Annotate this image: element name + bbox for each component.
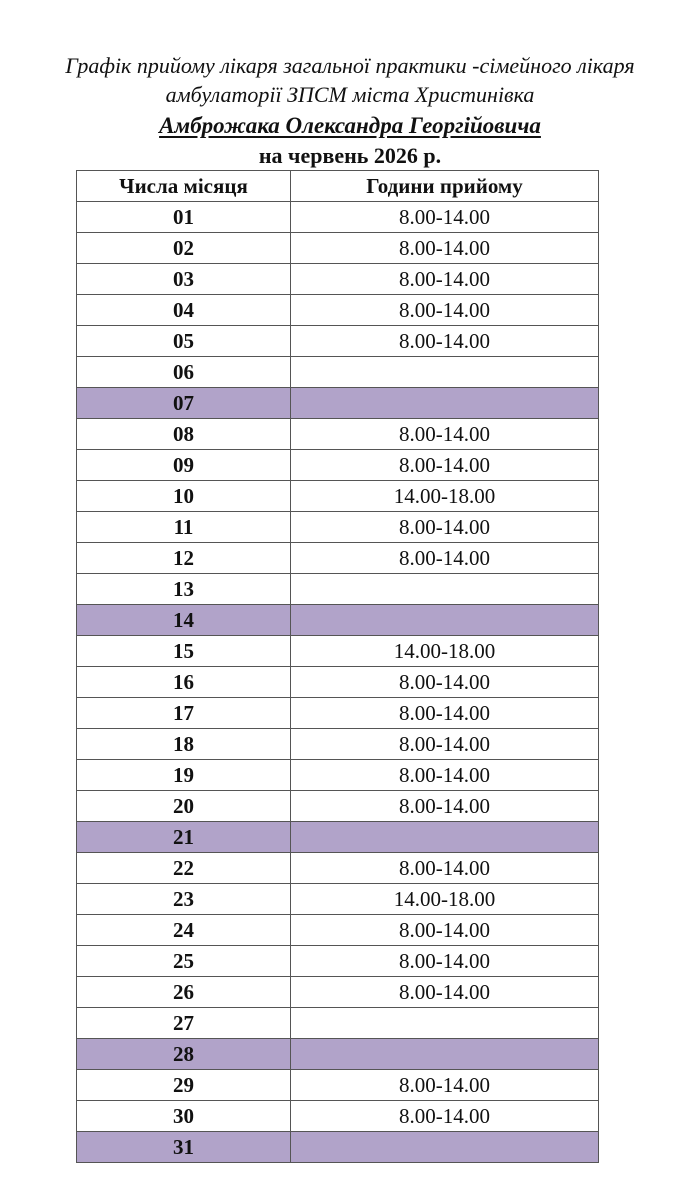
table-row	[77, 543, 599, 574]
day-number-cell: 19	[77, 760, 291, 791]
day-number-cell: 23	[77, 884, 291, 915]
table-row-day-off	[77, 605, 599, 636]
table-row	[77, 729, 599, 760]
schedule-body	[77, 202, 599, 1163]
table-row	[77, 977, 599, 1008]
column-header-day: Числа місяця	[77, 171, 291, 202]
table-row	[77, 419, 599, 450]
reception-hours-cell: 8.00-14.00	[291, 729, 599, 760]
table-header-row	[77, 171, 599, 202]
reception-hours-cell	[291, 574, 599, 605]
day-number-cell: 18	[77, 729, 291, 760]
reception-hours-cell	[291, 1008, 599, 1039]
table-row-day-off	[77, 1039, 599, 1070]
reception-hours-cell: 8.00-14.00	[291, 915, 599, 946]
table-row	[77, 636, 599, 667]
reception-hours-cell: 8.00-14.00	[291, 233, 599, 264]
table-row-day-off	[77, 822, 599, 853]
reception-hours-cell	[291, 357, 599, 388]
table-row	[77, 264, 599, 295]
table-row	[77, 698, 599, 729]
doctor-name-heading	[0, 112, 700, 140]
day-number-cell: 30	[77, 1101, 291, 1132]
day-number-cell: 17	[77, 698, 291, 729]
reception-hours-cell: 8.00-14.00	[291, 760, 599, 791]
reception-hours-cell: 14.00-18.00	[291, 636, 599, 667]
day-number-cell: 02	[77, 233, 291, 264]
day-number-cell: 09	[77, 450, 291, 481]
reception-hours-cell: 14.00-18.00	[291, 884, 599, 915]
reception-hours-cell: 8.00-14.00	[291, 295, 599, 326]
reception-hours-cell: 14.00-18.00	[291, 481, 599, 512]
day-number-cell: 20	[77, 791, 291, 822]
day-number-cell: 27	[77, 1008, 291, 1039]
day-number-cell: 15	[77, 636, 291, 667]
reception-hours-cell	[291, 1132, 599, 1163]
column-header-hours: Години прийому	[291, 171, 599, 202]
table-row	[77, 791, 599, 822]
day-number-cell: 01	[77, 202, 291, 233]
reception-hours-cell: 8.00-14.00	[291, 853, 599, 884]
day-number-cell: 26	[77, 977, 291, 1008]
day-number-cell: 24	[77, 915, 291, 946]
day-number-cell: 07	[77, 388, 291, 419]
reception-hours-cell: 8.00-14.00	[291, 791, 599, 822]
table-row	[77, 884, 599, 915]
reception-hours-cell	[291, 388, 599, 419]
table-row	[77, 853, 599, 884]
table-row	[77, 450, 599, 481]
table-row	[77, 946, 599, 977]
schedule-period: на червень 2026 р.	[258, 143, 442, 168]
reception-hours-cell: 8.00-14.00	[291, 977, 599, 1008]
schedule-table	[76, 170, 599, 1163]
reception-hours-cell: 8.00-14.00	[291, 543, 599, 574]
day-number-cell: 31	[77, 1132, 291, 1163]
table-row-day-off	[77, 388, 599, 419]
table-row	[77, 202, 599, 233]
schedule-title-line-1: Графік прийому лікаря загальної практики -сімейного лікаря	[65, 53, 635, 78]
table-row	[77, 295, 599, 326]
table-row	[77, 1070, 599, 1101]
day-number-cell: 29	[77, 1070, 291, 1101]
reception-hours-cell: 8.00-14.00	[291, 202, 599, 233]
day-number-cell: 06	[77, 357, 291, 388]
table-row	[77, 233, 599, 264]
reception-hours-cell: 8.00-14.00	[291, 264, 599, 295]
day-number-cell: 28	[77, 1039, 291, 1070]
day-number-cell: 04	[77, 295, 291, 326]
reception-hours-cell: 8.00-14.00	[291, 698, 599, 729]
schedule-title-line-2: амбулаторії ЗПСМ міста Христинівка	[165, 82, 535, 107]
reception-hours-cell: 8.00-14.00	[291, 667, 599, 698]
day-number-cell: 22	[77, 853, 291, 884]
day-number-cell: 05	[77, 326, 291, 357]
table-row	[77, 915, 599, 946]
day-number-cell: 10	[77, 481, 291, 512]
table-row	[77, 512, 599, 543]
day-number-cell: 21	[77, 822, 291, 853]
reception-hours-cell: 8.00-14.00	[291, 450, 599, 481]
reception-hours-cell	[291, 605, 599, 636]
reception-hours-cell: 8.00-14.00	[291, 419, 599, 450]
reception-hours-cell: 8.00-14.00	[291, 1070, 599, 1101]
day-number-cell: 16	[77, 667, 291, 698]
table-row	[77, 1008, 599, 1039]
day-number-cell: 08	[77, 419, 291, 450]
table-row	[77, 326, 599, 357]
table-row	[77, 667, 599, 698]
reception-hours-cell: 8.00-14.00	[291, 512, 599, 543]
table-row	[77, 574, 599, 605]
reception-hours-cell: 8.00-14.00	[291, 1101, 599, 1132]
doctor-name: Амброжака Олександра Георгійовича	[159, 113, 541, 138]
reception-hours-cell: 8.00-14.00	[291, 946, 599, 977]
day-number-cell: 12	[77, 543, 291, 574]
reception-hours-cell	[291, 1039, 599, 1070]
day-number-cell: 14	[77, 605, 291, 636]
reception-hours-cell: 8.00-14.00	[291, 326, 599, 357]
table-row	[77, 760, 599, 791]
day-number-cell: 03	[77, 264, 291, 295]
table-row	[77, 357, 599, 388]
table-row	[77, 1101, 599, 1132]
day-number-cell: 11	[77, 512, 291, 543]
day-number-cell: 13	[77, 574, 291, 605]
table-row	[77, 481, 599, 512]
day-number-cell: 25	[77, 946, 291, 977]
reception-hours-cell	[291, 822, 599, 853]
table-row-day-off	[77, 1132, 599, 1163]
